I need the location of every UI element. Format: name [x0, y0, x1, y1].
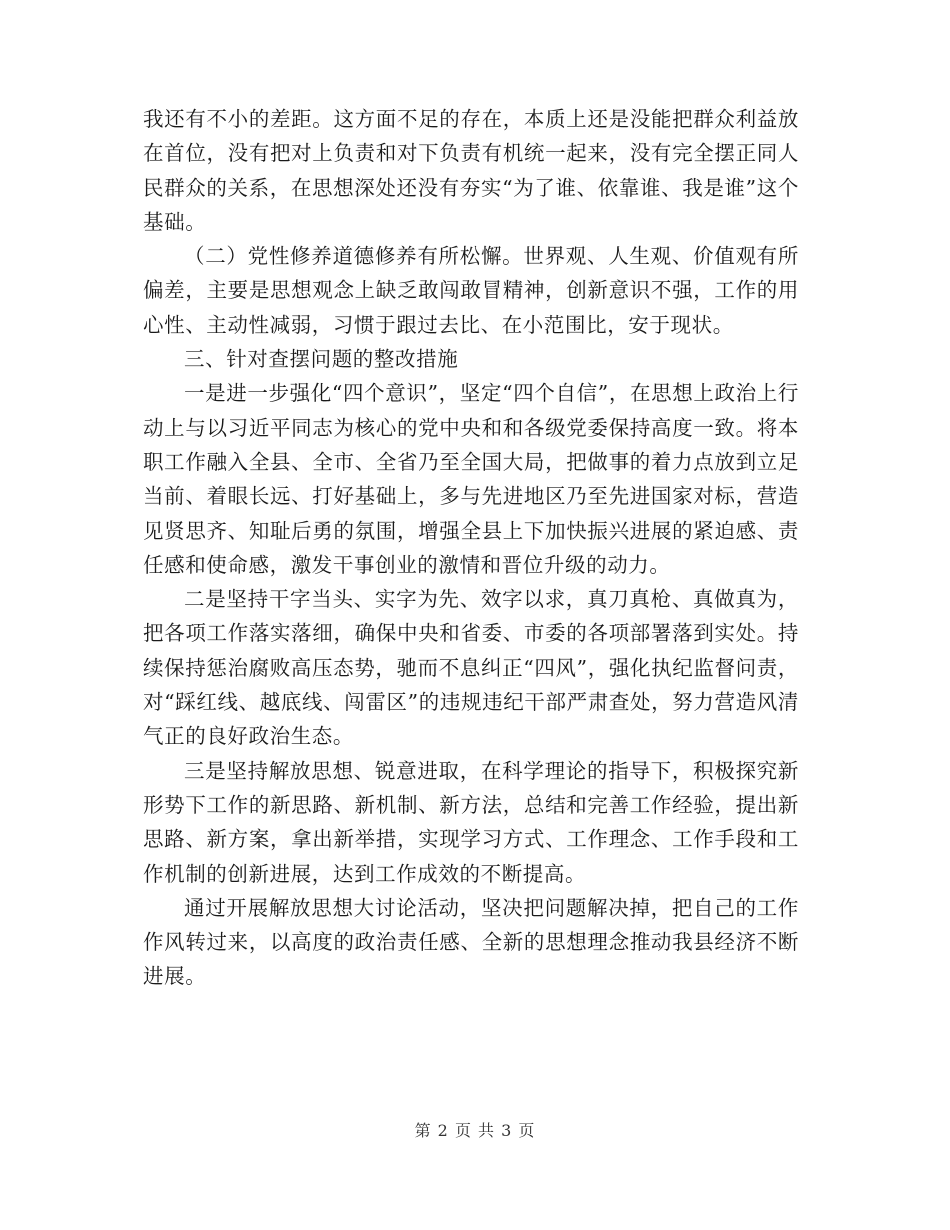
page-footer: 第 2 页 共 3 页: [414, 1121, 536, 1140]
paragraph-2: （二）党性修养道德修养有所松懈。世界观、人生观、价值观有所偏差，主要是思想观念上缺乏敢闯敢冒精神，创新意识不强，工作的用心性、主动性减弱，习惯于跟过去比、在小范围比，安于现状。: [143, 244, 799, 337]
document-body: [143, 102, 799, 994]
paragraph-measure-2: 二是坚持干字当头、实字为先、效字以求，真刀真枪、真做真为，把各项工作落实落细，确保中央和省委、市委的各项部署落到实处。持续保持惩治腐败高压态势，驰而不息纠正“四风”，强化执纪监督问责，对“踩红线、越底线、闯雷区”的违规违纪干部严肃查处，努力营造风清气正的良好政治生态。: [143, 587, 799, 749]
paragraph-conclusion: 通过开展解放思想大讨论活动，坚决把问题解决掉，把自己的工作作风转过来，以高度的政治责任感、全新的思想理念推动我县经济不断进展。: [143, 895, 799, 989]
section-heading: 三、针对查摆问题的整改措施: [184, 347, 459, 372]
paragraph-measure-3: 三是坚持解放思想、锐意进取，在科学理论的指导下，积极探究新形势下工作的新思路、新机制、新方法，总结和完善工作经验，提出新思路、新方案，拿出新举措，实现学习方式、工作理念、工作手段和工作机制的创新进展，达到工作成效的不断提高。: [143, 758, 799, 886]
paragraph-measure-1: 一是进一步强化“四个意识”，坚定“四个自信”，在思想上政治上行动上与以习近平同志为核心的党中央和和各级党委保持高度一致。将本职工作融入全县、全市、全省乃至全国大局，把做事的着力点放到立足当前、着眼长远、打好基础上，多与先进地区乃至先进国家对标，营造见贤思齐、知耻后勇的氛围，增强全县上下加快振兴进展的紧迫感、责任感和使命感，激发干事创业的激情和晋位升级的动力。: [143, 381, 799, 577]
paragraph-1: 我还有不小的差距。这方面不足的存在，本质上还是没能把群众利益放在首位，没有把对上负责和对下负责有机统一起来，没有完全摆正同人民群众的关系，在思想深处还没有夯实“为了谁、依靠谁、我是谁”这个基础。: [143, 107, 799, 234]
